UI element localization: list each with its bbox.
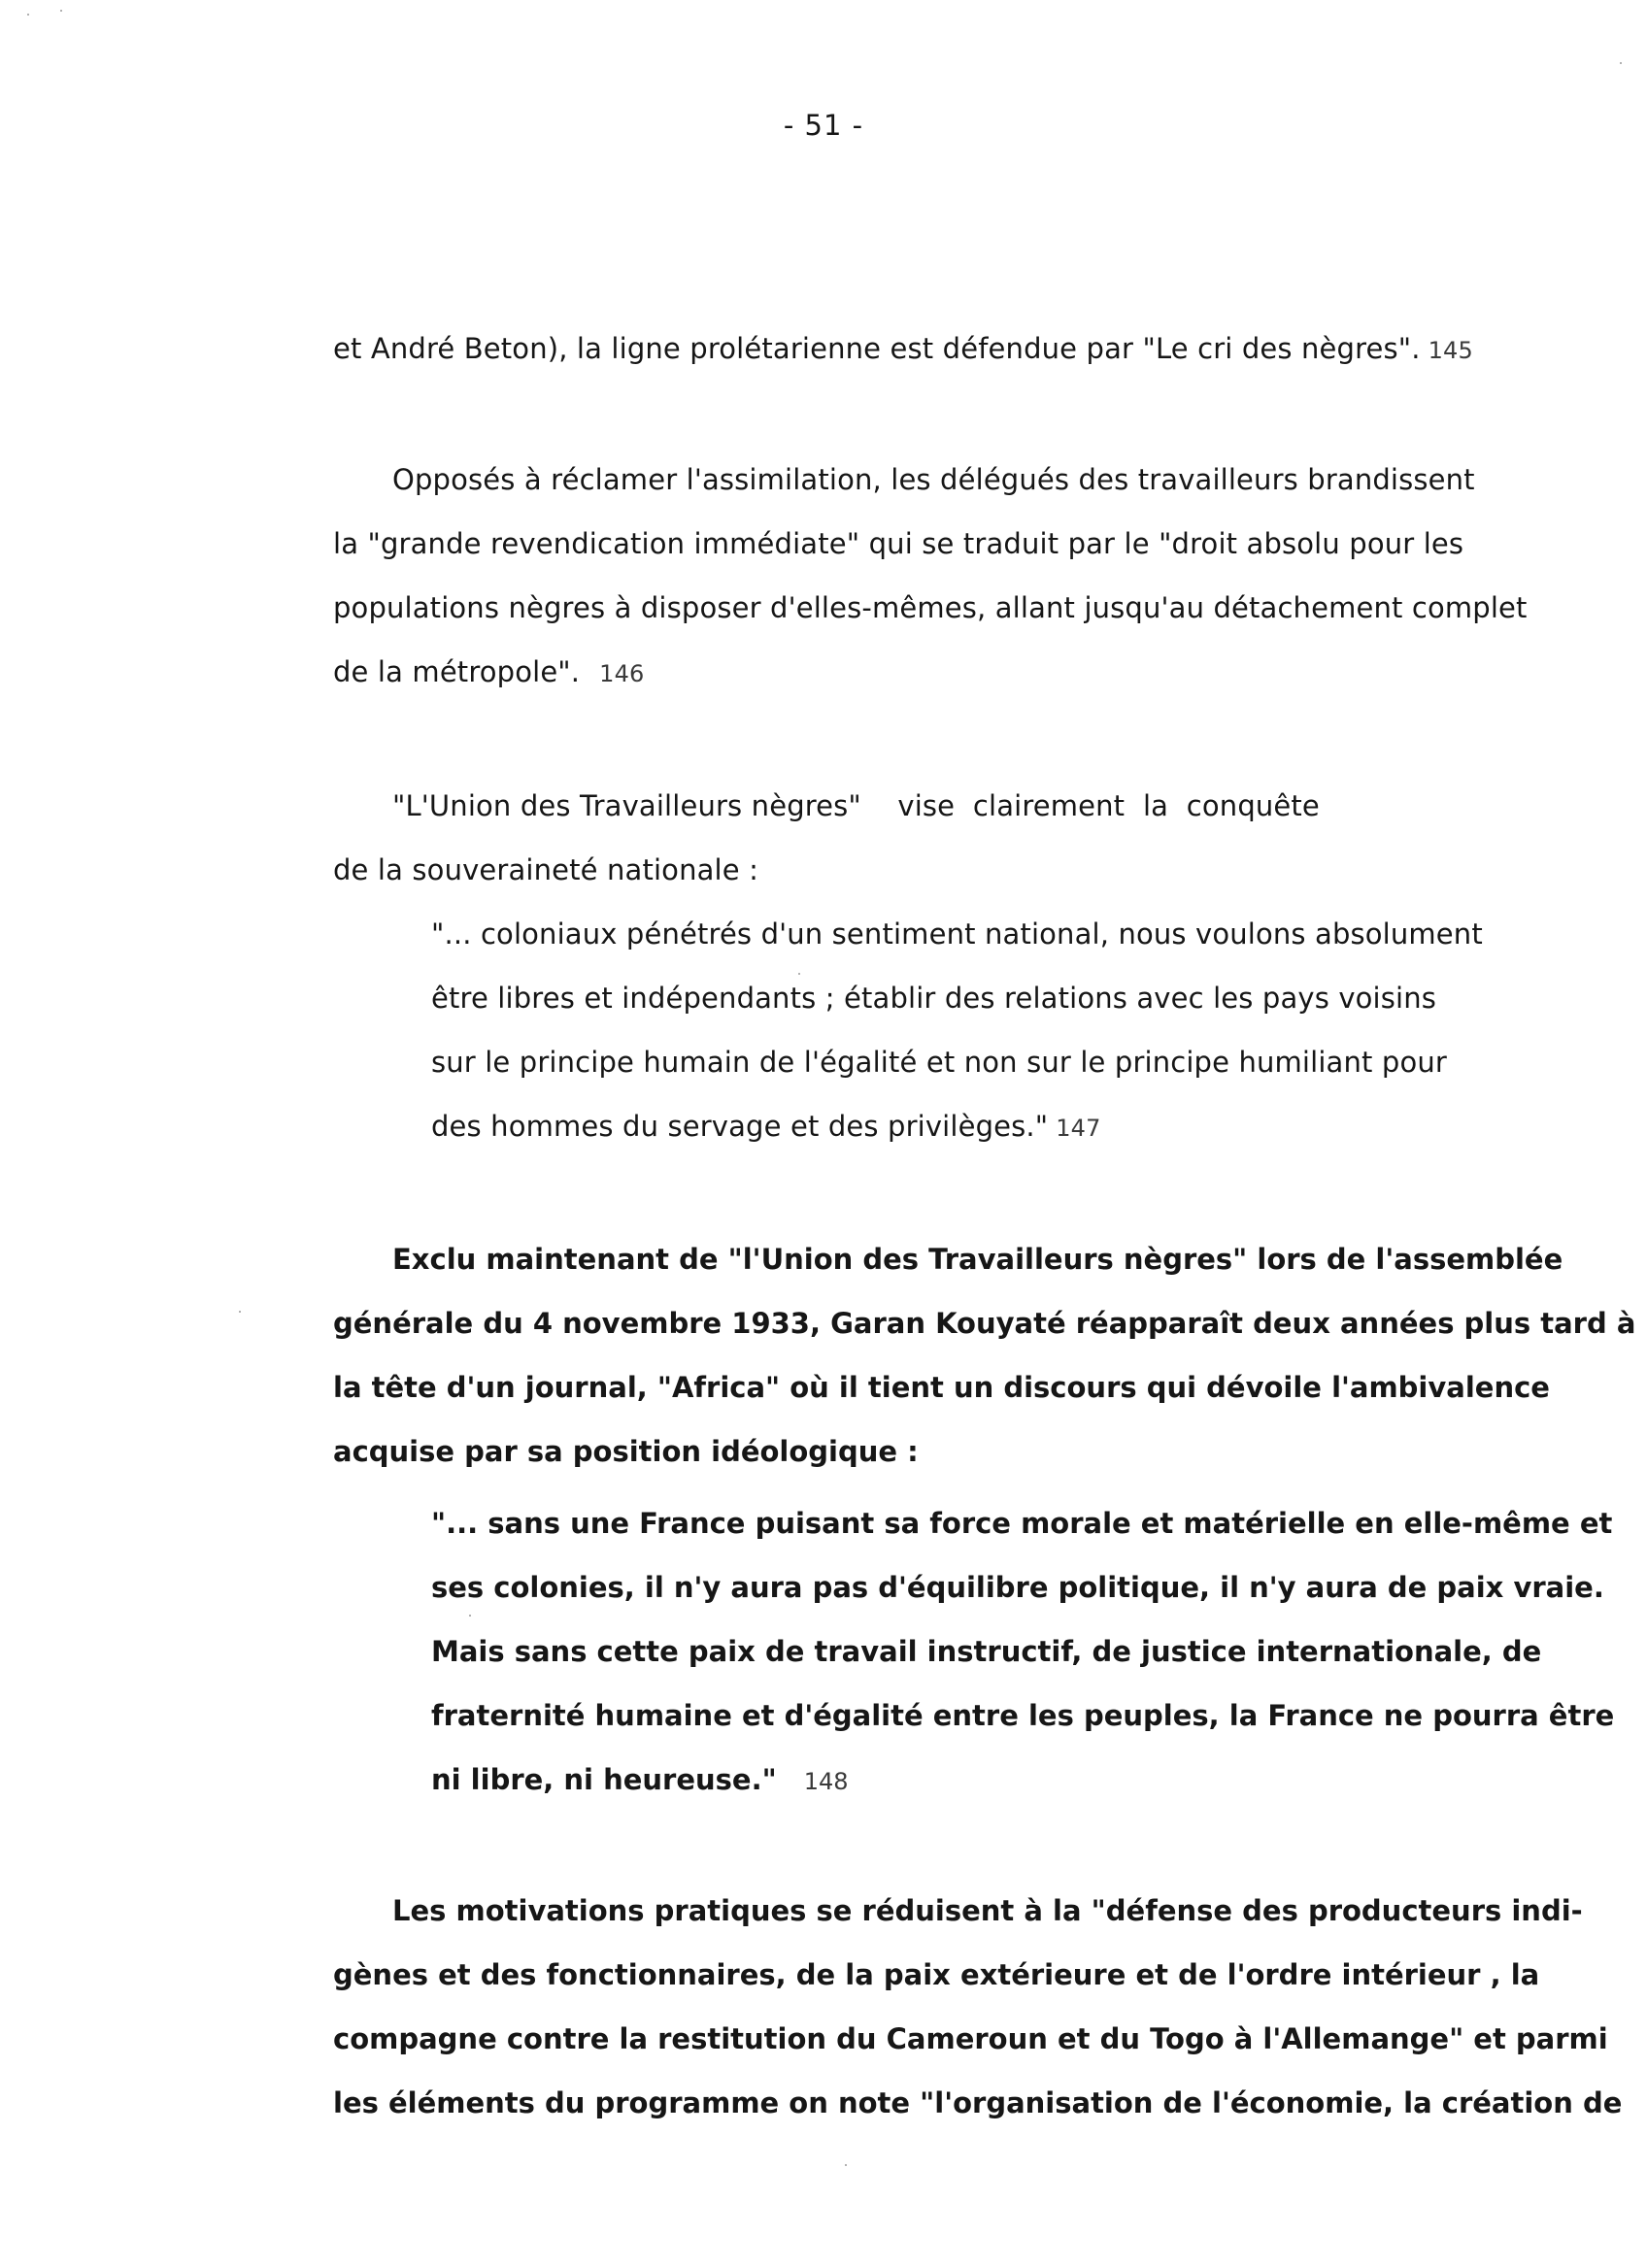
quote-line: être libres et indépendants ; établir des relations avec les pays voisins [431, 982, 1436, 1015]
text-line: de la souveraineté nationale : [333, 853, 759, 886]
footnote-ref: 147 [1056, 1115, 1101, 1142]
quote-line: sur le principe humain de l'égalité et non sur le principe humiliant pour [431, 1046, 1447, 1079]
text-line: Exclu maintenant de "l'Union des Travailleurs nègres" lors de l'assemblée [392, 1243, 1563, 1276]
text-line: la "grande revendication immédiate" qui se traduit par le "droit absolu pour les [333, 527, 1464, 560]
footnote-ref: 145 [1428, 337, 1473, 364]
quote-line: "... sans une France puisant sa force morale et matérielle en elle-même et [431, 1507, 1613, 1540]
quote-line: ni libre, ni heureuse." 148 [431, 1763, 849, 1796]
quote-line: ses colonies, il n'y aura pas d'équilibre politique, il n'y aura de paix vraie. [431, 1571, 1604, 1604]
footnote-ref: 148 [803, 1768, 849, 1795]
quote-line: "... coloniaux pénétrés d'un sentiment national, nous voulons absolument [431, 917, 1483, 951]
text-line: gènes et des fonctionnaires, de la paix extérieure et de l'ordre intérieur , la [333, 1958, 1540, 1991]
text-line: Opposés à réclamer l'assimilation, les délégués des travailleurs brandissent [392, 463, 1475, 496]
text-line: compagne contre la restitution du Cameroun et du Togo à l'Allemange" et parmi [333, 2022, 1608, 2055]
scan-speck [239, 1311, 241, 1313]
text-line: et André Beton), la ligne prolétarienne est défendue par "Le cri des nègres". 145 [333, 332, 1473, 365]
text-line: la tête d'un journal, "Africa" où il tient un discours qui dévoile l'ambivalence [333, 1371, 1550, 1404]
footnote-ref: 146 [599, 660, 645, 687]
scan-speck [845, 2164, 847, 2166]
scan-speck [469, 1615, 471, 1617]
quote-line: fraternité humaine et d'égalité entre les peuples, la France ne pourra être [431, 1699, 1615, 1732]
page-number: - 51 - [783, 109, 864, 142]
scan-speck [1620, 62, 1622, 64]
text-line: les éléments du programme on note "l'organisation de l'économie, la création de [333, 2086, 1623, 2119]
scan-speck [798, 973, 800, 975]
text-line: Les motivations pratiques se réduisent à la "défense des producteurs indi- [392, 1894, 1583, 1927]
text-line: populations nègres à disposer d'elles-mêmes, allant jusqu'au détachement complet [333, 591, 1528, 624]
text-line: "L'Union des Travailleurs nègres" vise clairement la conquête [392, 789, 1320, 822]
scan-speck [60, 10, 62, 12]
scan-speck [27, 14, 29, 16]
quote-line: des hommes du servage et des privilèges." 147 [431, 1110, 1101, 1143]
text-line: acquise par sa position idéologique : [333, 1435, 919, 1468]
text-line: de la métropole". 146 [333, 655, 645, 688]
text-line: générale du 4 novembre 1933, Garan Kouyaté réapparaît deux années plus tard à [333, 1307, 1636, 1340]
quote-line: Mais sans cette paix de travail instructif, de justice internationale, de [431, 1635, 1542, 1668]
